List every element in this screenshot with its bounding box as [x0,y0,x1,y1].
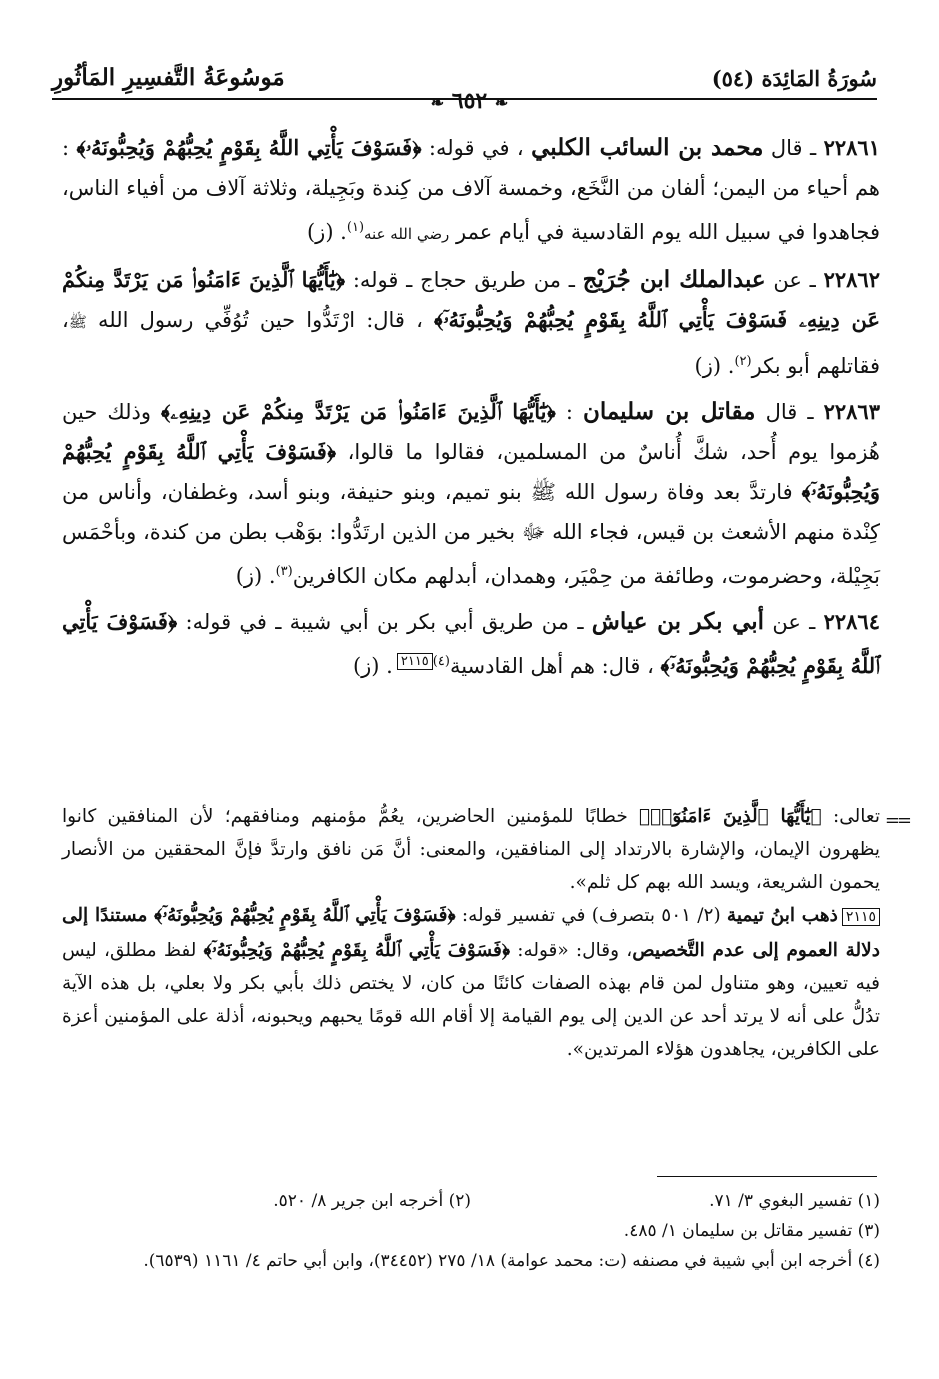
entry-22864 [62,602,880,686]
entry-number: ٢٢٨٦١ [823,135,880,160]
footnote-ref: (٢) [734,354,752,369]
note-text: (٢/ ٥٠١ بتصرف) في تفسير قوله: [455,905,727,926]
entry-22861 [62,128,880,254]
entry-text: ـ من طريق أبي بكر بن أبي شيبة ـ في قوله: [177,610,584,634]
entry-end: . (ز) [694,354,735,378]
entry-22863 [62,392,880,596]
footnote-rule [657,1176,877,1177]
quran-quote: ﴿يَٰٓأَيُّهَا ٱلَّذِينَ ءَامَنُوٓا۟﴾ [639,806,822,827]
entry-end: . (ز) [352,654,393,678]
note-text: تعالى: [821,806,880,827]
note-emphasis: مستندًا إلى دلالة العموم إلى عدم التَّخصيص [62,905,880,961]
entry-22862 [62,260,880,386]
footnote-ref: (١) [346,220,365,235]
commentary-note [62,800,880,1066]
footnotes [62,1186,880,1276]
narrator-name: مقاتل بن سليمان [582,398,756,425]
footnote-1: (١) تفسير البغوي ٣/ ٧١. [709,1191,880,1211]
entry-text: ، في قوله: [421,136,524,160]
entry-text: : [555,400,573,424]
quran-quote: ﴿يَٰٓأَيُّهَا ٱلَّذِينَ ءَامَنُوا۟ مَن يَرْتَدَّ مِنكُمْ عَن دِينِهِۦ﴾ [161,399,556,424]
continuation-mark: == [884,810,909,831]
ornament-left-icon: ❧ [430,93,445,112]
note-text: لفظ مطلق، ليس فيه تعيين، وهو متناول لمن قام بهذه الصفات كائنًا من كان، لا يختص ذلك بأبي بكر ولا بعلي، بل هذه الآية تدُلُّ على أنه لا يرتد أحد عن الدين إلى يوم القيامة إلا أقام الله قومًا يحبهم ويحبونه، أذلة على المؤمنين أعزة على الكافرين، يجاهدون هؤلاء المرتدين». [62,940,880,1060]
quran-quote: ﴿فَسَوْفَ يَأْتِي اللَّهُ بِقَوْمٍ يُحِبُّهُمْ وَيُحِبُّونَهُۥ﴾ [76,135,422,160]
scholar-name: ذهب ابنُ تيمية [726,905,838,926]
note-text: ، وقال: «قوله: [510,940,633,961]
note-paragraph [62,800,880,899]
entry-text: وذلك حين هُزموا يوم أُحد، شكَّ أُناسٌ من المسلمين، فقالوا ما قالوا، [62,400,880,464]
honorific: رضي الله عنه [364,225,450,243]
quran-quote: ﴿فَسَوْفَ يَأْتِي ٱللَّهُ بِقَوْمٍ يُحِبُّهُمْ وَيُحِبُّونَهُۥٓ﴾ [154,905,456,926]
main-text [62,128,880,692]
entry-text: ـ من طريق حجاج ـ قوله: [345,268,575,292]
entry-text: ـ قال [755,400,814,424]
entry-number: ٢٢٨٦٢ [823,267,880,292]
entry-text: ، فقاتلهم أبو بكر [62,308,880,378]
quran-quote: ﴿يَٰٓأَيُّهَا ٱلَّذِينَ ءَامَنُوا۟ مَن يَرْتَدَّ مِنكُمْ عَن دِينِهِۦ فَسَوْفَ يَأْتِي ٱللَّهُ بِقَوْمٍ يُحِبُّهُمْ وَيُحِبُّونَهُۥٓ﴾ [62,267,880,332]
narrator-name: محمد بن السائب الكلبي [531,134,764,161]
entry-text: ، قال: هم أهل القادسية [449,654,654,678]
quran-quote: ﴿فَسَوْفَ يَأْتِي ٱللَّهُ بِقَوْمٍ يُحِبُّهُمْ وَيُحِبُّونَهُۥٓ﴾ [62,609,880,678]
note-paragraph [62,899,880,1066]
surah-title: سُورَةُ المَائِدَة (٥٤) [711,66,877,91]
entry-text: ـ قال [763,136,817,160]
entry-text: : هم أحياء من اليمن؛ ألفان من النَّخَع، وخمسة آلاف من كِندة وبَجِيلة، وثلاثة آلاف من أفياء الناس، فجاهدوا في سبيل الله يوم القادسية في أيام عمر [62,136,880,244]
quran-quote: ﴿فَسَوْفَ يَأْتِي ٱللَّهُ بِقَوْمٍ يُحِبُّهُمْ وَيُحِبُّونَهُۥٓ﴾ [203,940,511,961]
quran-quote: ﴿فَسَوْفَ يَأْتِي ٱللَّهُ بِقَوْمٍ يُحِبُّهُمْ وَيُحِبُّونَهُۥٓ﴾ [62,439,880,504]
footnote-ref: (٣) [275,564,293,579]
entry-text: فارتدَّ بعد وفاة رسول الله ﷺ بنو تميم، وبنو حنيفة، وبنو أسد، وغطفان، وأناس من كِنْدة منهم الأشعث بن قيس، فجاء الله ﷻ بخير من الذين ارتَدُّوا: بوَهْب بطن من كندة، وبأحْمَس بَجِيْلة، وحضرموت، وطائفة من حِمْيَر، وهمدان، أبدلهم مكان الكافرين [62,480,880,588]
entry-text: ، قال: ارْتَدُّوا حين تُوُفِّي رسول الله [98,308,423,332]
footnote-ref: (٤) [432,654,450,669]
page-number-text: ٦٥٢ [451,88,488,114]
footnote-row [62,1186,880,1216]
book-title: مَوسُوعَةُ التَّفسِيرِ المَأثُورِ [52,64,285,91]
footnote-2: (٢) أخرجه ابن جرير ٨/ ٥٢٠. [273,1191,471,1211]
footnote-3: (٣) تفسير مقاتل بن سليمان ١/ ٤٨٥. [623,1221,880,1241]
narrator-name: أبي بكر بن عياش [591,608,765,635]
commentary-ref-box: ٢١١٥ [842,908,880,926]
note-text: خطابًا للمؤمنين الحاضرين، يعُمُّ مؤمنهم ومنافقهم؛ لأن المنافقين كانوا يظهرون الإيمان، والإشارة بالارتداد إلى المنافقين، والمعنى: أنَّ مَن نافق وارتدَّ فإنَّ المحققين من الأنصار يحمون الشريعة، ويسد الله بهم كل ثلم». [62,806,880,893]
footnote-4: (٤) أخرجه ابن أبي شيبة في مصنفه (ت: محمد عوامة) ١٨/ ٢٧٥ (٣٤٤٥٢)، وابن أبي حاتم ٤/ ١١٦١ (٦٥٣٩). [143,1251,880,1271]
entry-end: . (ز) [235,564,276,588]
page-number [0,88,939,114]
ornament-right-icon: ❧ [494,93,509,112]
commentary-ref-box: ٢١١٥ [397,653,433,670]
entry-text: ـ عن [764,610,816,634]
entry-number: ٢٢٨٦٤ [823,609,880,634]
entry-text: ـ عن [765,268,816,292]
honorific: ﷺ [68,313,87,331]
narrator-name: عبدالملك ابن جُرَيْج [582,266,766,293]
entry-end: . (ز) [306,220,347,244]
entry-number: ٢٢٨٦٣ [823,399,880,424]
